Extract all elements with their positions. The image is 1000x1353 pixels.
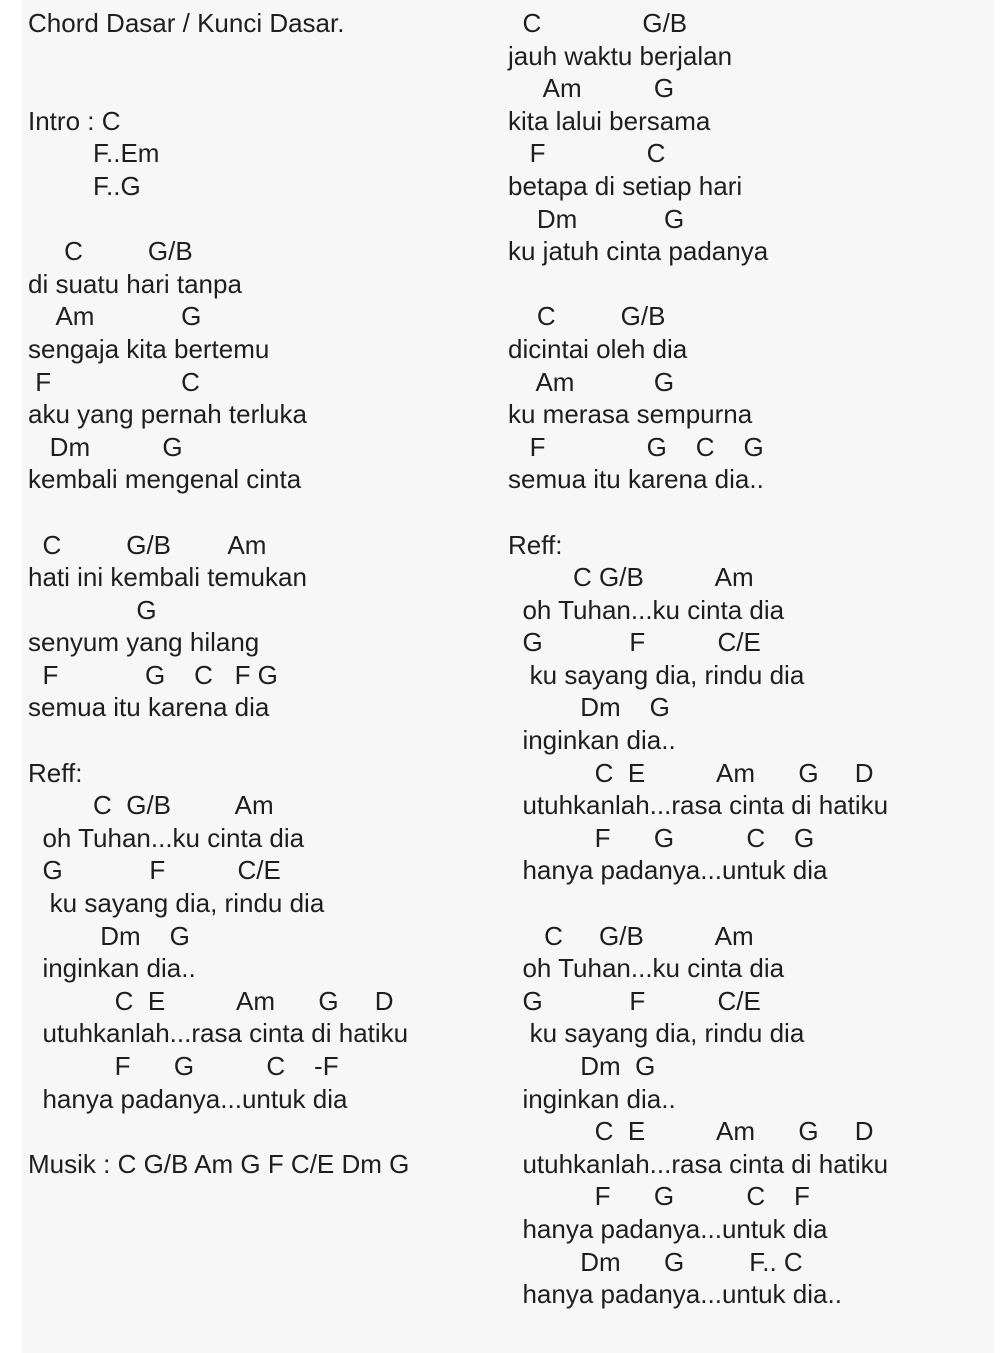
sheet-line: di suatu hari tanpa [28, 268, 242, 299]
sheet-line [28, 203, 498, 236]
sheet-line: ku sayang dia, rindu dia [508, 659, 805, 690]
sheet-line [28, 1115, 498, 1148]
sheet-line: inginkan dia.. [28, 953, 196, 984]
sheet-line: C G/B Am [508, 920, 754, 951]
sheet-line: Dm G [508, 692, 670, 723]
sheet-line: C G/B Am [28, 790, 274, 821]
sheet-line: dicintai oleh dia [508, 333, 688, 364]
sheet-line: F G C G [508, 822, 815, 853]
sheet-line: F G C G [508, 431, 764, 462]
sheet-line: Dm G F.. C [508, 1246, 803, 1277]
sheet-line: F..Em [28, 138, 160, 169]
sheet-line: Musik : C G/B Am G F C/E Dm G [28, 1148, 410, 1179]
sheet-line: hati ini kembali temukan [28, 562, 307, 593]
sheet-line: oh Tuhan...ku cinta dia [508, 953, 785, 984]
sheet-line [28, 496, 498, 529]
sheet-line: hanya padanya...untuk dia [508, 855, 828, 886]
sheet-line: betapa di setiap hari [508, 170, 743, 201]
sheet-line: inginkan dia.. [508, 1083, 676, 1114]
sheet-line: ku sayang dia, rindu dia [508, 1018, 805, 1049]
sheet-line: hanya padanya...untuk dia [28, 1083, 348, 1114]
sheet-line: Intro : C [28, 105, 121, 136]
sheet-line: oh Tuhan...ku cinta dia [28, 822, 305, 853]
right-column [508, 7, 978, 1311]
sheet-line: utuhkanlah...rasa cinta di hatiku [28, 1018, 409, 1049]
sheet-line: F G C F G [28, 659, 278, 690]
sheet-line: ku merasa sempurna [508, 399, 753, 430]
sheet-line: C E Am G D [28, 985, 394, 1016]
sheet-line: hanya padanya...untuk dia.. [508, 1279, 842, 1310]
sheet-line: G F C/E [508, 627, 761, 658]
sheet-line: oh Tuhan...ku cinta dia [508, 594, 785, 625]
sheet-line: Chord Dasar / Kunci Dasar. [28, 8, 345, 38]
sheet-line: kembali mengenal cinta [28, 464, 302, 495]
sheet-line: G F C/E [28, 855, 281, 886]
sheet-line: Reff: [508, 529, 563, 560]
sheet-line: utuhkanlah...rasa cinta di hatiku [508, 790, 889, 821]
sheet-line: kita lalui bersama [508, 105, 711, 136]
sheet-line: Reff: [28, 757, 83, 788]
sheet-line: inginkan dia.. [508, 725, 676, 756]
sheet-line: Dm G [28, 920, 190, 951]
sheet-line: C E Am G D [508, 757, 874, 788]
sheet-line: aku yang pernah terluka [28, 399, 307, 430]
sheet-line: F C [508, 138, 666, 169]
sheet-line: C G/B [28, 236, 193, 267]
sheet-line: jauh waktu berjalan [508, 40, 733, 71]
sheet-line: Am G [28, 301, 202, 332]
sheet-line [28, 724, 498, 757]
sheet-line [508, 496, 978, 529]
sheet-line: Am G [508, 366, 675, 397]
sheet-line: Am G [508, 73, 675, 104]
sheet-line: utuhkanlah...rasa cinta di hatiku [508, 1148, 889, 1179]
sheet-line: semua itu karena dia [28, 692, 270, 723]
sheet-line: F G C F [508, 1181, 810, 1212]
sheet-line: F C [28, 366, 200, 397]
sheet-line: C G/B [508, 301, 666, 332]
sheet-line: F G C -F [28, 1051, 339, 1081]
sheet-line: senyum yang hilang [28, 627, 260, 658]
sheet-line: C E Am G D [508, 1116, 874, 1147]
sheet-line: G F C/E [508, 985, 761, 1016]
sheet-line: C G/B Am [508, 562, 754, 593]
sheet-line: sengaja kita bertemu [28, 333, 270, 364]
sheet-line: C G/B Am [28, 529, 267, 560]
sheet-line [508, 268, 978, 301]
sheet-line: G [28, 594, 157, 625]
sheet-line: Dm G [508, 203, 685, 234]
sheet-line: Dm G [508, 1051, 656, 1081]
sheet-line [28, 72, 498, 105]
sheet-line: ku sayang dia, rindu dia [28, 888, 325, 919]
sheet-line: semua itu karena dia.. [508, 464, 764, 495]
sheet-line: C G/B [508, 8, 688, 38]
sheet-line [508, 887, 978, 920]
sheet-line: Dm G [28, 431, 183, 462]
sheet-line: F..G [28, 170, 141, 201]
sheet-line: ku jatuh cinta padanya [508, 236, 769, 267]
sheet-line [28, 40, 498, 73]
left-column [28, 7, 498, 1180]
sheet-line: hanya padanya...untuk dia [508, 1213, 828, 1244]
